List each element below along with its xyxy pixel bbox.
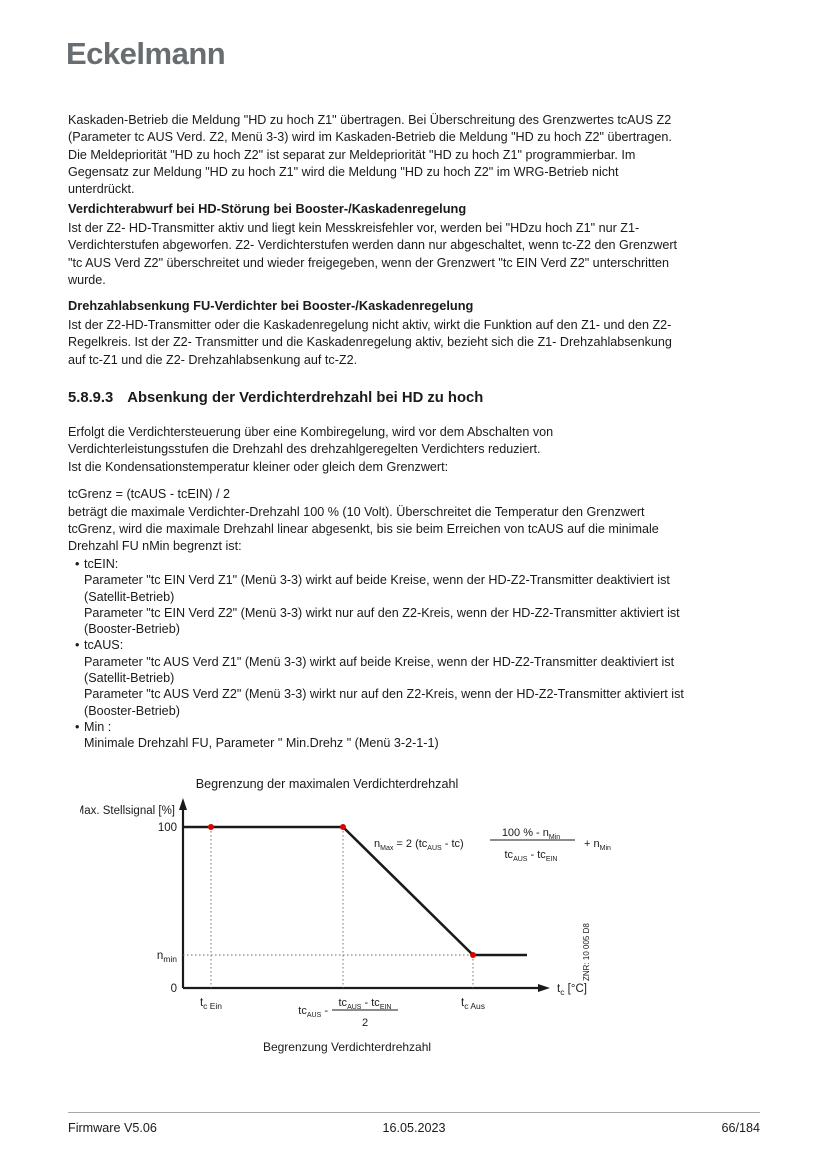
bullet-icon: • — [75, 638, 80, 653]
footer-date: 16.05.2023 — [382, 1121, 446, 1135]
x-axis-arrow-icon — [538, 984, 550, 992]
x-tick-tc-ein: $t_{c Ein}$ — [199, 997, 223, 1011]
speed-limit-diagram — [80, 768, 625, 1073]
diagram-title: Begrenzung der maximalen Verdichterdrehzahl — [195, 777, 459, 791]
text-line: Regelkreis. Ist der Z2- Transmitter und die Kaskadenregelung aktiv, bezieht sich die Z1- Drehzahlabsenkung — [68, 335, 672, 350]
text-line: Verdichterstufen abgeworfen. Z2- Verdichterstufen werden dann nur abgeschaltet, wenn tc-Z2 den Grenzwert — [68, 238, 678, 253]
y-tick-nmin: $n_{min}$ — [156, 950, 177, 964]
text-line: (Parameter tc AUS Verd. Z2, Menü 3-3) wird im Kaskaden-Betrieb die Meldung "HD zu hoch Z2" übertragen. — [68, 130, 672, 145]
text-line: (Satellit-Betrieb) — [84, 589, 175, 604]
marker-tcgrenz — [340, 824, 346, 830]
paragraph-kaskaden — [68, 112, 762, 198]
paragraph-kombiregelung — [68, 424, 762, 476]
bullet-icon: • — [75, 557, 80, 571]
znr-note: ZNR: 10 005 D8 — [582, 923, 591, 981]
marker-tc-aus — [470, 952, 476, 958]
footer-page-number: 66/184 — [721, 1121, 760, 1135]
bullet-label: tcEIN: — [84, 557, 119, 571]
parameter-bullet-list — [68, 556, 762, 752]
bullet-item-tcein — [68, 556, 762, 572]
text-line: Die Meldepriorität "HD zu hoch Z2" ist separat zur Meldepriorität "HD zu hoch Z1" programmierbar. Im — [68, 147, 636, 162]
text-line: Parameter "tc EIN Verd Z2" (Menü 3-3) wirkt nur auf den Z2-Kreis, wenn der HD-Z2-Transmitter aktiviert ist — [84, 605, 680, 620]
text-line: Drehzahl FU nMin begrenzt ist: — [68, 539, 242, 553]
y-tick-zero: 0 — [170, 983, 177, 995]
paragraph-grenzwert — [68, 504, 762, 555]
text-line: tcGrenz, wird die maximale Drehzahl linear abgesenkt, bis sie beim Erreichen von tcAUS auf die minimale — [68, 522, 659, 536]
diagram-caption: Begrenzung Verdichterdrehzahl — [262, 1040, 432, 1054]
y-tick-100: 100 — [157, 822, 177, 834]
marker-tc-ein — [208, 824, 214, 830]
text-line: Kaskaden-Betrieb die Meldung "HD zu hoch Z1" übertragen. Bei Überschreitung des Grenzwertes tcAUS Z2 — [68, 113, 672, 127]
text-line: (Booster-Betrieb) — [84, 703, 180, 718]
text-line: auf tc-Z1 und die Z2- Drehzahlabsenkung auf tc-Z2. — [68, 352, 358, 367]
footer-firmware-version: Firmware V5.06 — [68, 1121, 157, 1135]
nmax-formula-plus-term: + $n_{Min}$ — [584, 838, 611, 852]
nmax-formula-numerator: 100 % - $n_{Min}$ — [501, 827, 561, 841]
section-title: Absenkung der Verdichterdrehzahl bei HD zu hoch — [127, 390, 484, 406]
footer-divider — [68, 1112, 760, 1113]
eckelmann-logo: Eckelmann — [66, 36, 226, 71]
text-line: "tc AUS Verd Z2" überschreitet und wieder freigegeben, wenn der Grenzwert "tc EIN Verd Z2" unterschritten — [68, 255, 669, 270]
x-axis-label: $t_c$ [°C] — [557, 983, 587, 997]
x-tick-tc-aus: $t_{c Aus}$ — [461, 997, 485, 1011]
tcgrenz-label-denominator: 2 — [361, 1017, 369, 1029]
y-axis-label: Max. Stellsignal [%] — [80, 805, 175, 817]
text-line: Gegensatz zur Meldung "HD zu hoch Z1" wird die Meldung "HD zu hoch Z2" im WRG-Betrieb nicht — [68, 164, 619, 179]
tcgrenz-label-prefix: $tc_{AUS}$ - — [298, 1005, 328, 1019]
nmax-formula-denominator: $tc_{AUS} - tc_{EIN}$ — [504, 849, 558, 863]
bullet-label: tcAUS: — [84, 638, 124, 653]
text-line: Ist der Z2-HD-Transmitter oder die Kaskadenregelung nicht aktiv, wirkt die Funktion auf den Z1- und den Z2- — [68, 318, 672, 332]
speed-limit-curve — [183, 827, 527, 955]
bullet-icon: • — [75, 719, 80, 734]
text-line: Parameter "tc EIN Verd Z1" (Menü 3-3) wirkt auf beide Kreise, wenn der HD-Z2-Transmitter deaktiviert ist — [84, 573, 670, 588]
heading-drehzahlabsenkung: Drehzahlabsenkung FU-Verdichter bei Booster-/Kaskadenregelung — [68, 298, 474, 313]
text-line: Verdichterleistungsstufen die Drehzahl des drehzahlgeregelten Verdichters reduziert. — [68, 442, 541, 457]
text-line: Minimale Drehzahl FU, Parameter " Min.Drehz " (Menü 3-2-1-1) — [84, 736, 439, 751]
text-line: Parameter "tc AUS Verd Z2" (Menü 3-3) wirkt nur auf den Z2-Kreis, wenn der HD-Z2-Transmitter aktiviert ist — [84, 687, 684, 702]
text-line: (Booster-Betrieb) — [84, 622, 180, 637]
paragraph-abwurf — [68, 220, 762, 289]
text-line: wurde. — [68, 272, 106, 287]
tcgrenz-formula: tcGrenz = (tcAUS - tcEIN) / 2 — [68, 487, 231, 501]
nmax-formula-left: $n_{Max} = 2$ $(tc_{AUS} - tc)$ — [374, 838, 464, 852]
bullet-item-tcaus — [68, 637, 762, 653]
heading-verdichterabwurf: Verdichterabwurf bei HD-Störung bei Booster-/Kaskadenregelung — [68, 201, 467, 216]
y-axis-arrow-icon — [179, 798, 187, 810]
text-line: Ist die Kondensationstemperatur kleiner oder gleich dem Grenzwert: — [68, 459, 449, 474]
bullet-label: Min : — [84, 719, 112, 734]
text-line: Ist der Z2- HD-Transmitter aktiv und liegt kein Messkreisfehler vor, werden bei "HDzu hoch Z1" nur Z1- — [68, 221, 640, 235]
text-line: Parameter "tc AUS Verd Z1" (Menü 3-3) wirkt auf beide Kreise, wenn der HD-Z2-Transmitter deaktiviert ist — [84, 654, 675, 669]
text-line: (Satellit-Betrieb) — [84, 671, 175, 686]
paragraph-drehzahl — [68, 317, 762, 369]
section-heading — [68, 390, 762, 406]
tcgrenz-label-numerator: $tc_{AUS} - tc_{EIN}$ — [338, 997, 392, 1011]
text-line: Erfolgt die Verdichtersteuerung über eine Kombiregelung, wird vor dem Abschalten von — [68, 425, 554, 439]
text-line: unterdrückt. — [68, 182, 135, 197]
text-line: beträgt die maximale Verdichter-Drehzahl 100 % (10 Volt). Überschreitet die Temperatur den Grenzwert — [68, 505, 645, 519]
bullet-item-min — [68, 719, 762, 735]
section-number: 5.8.9.3 — [68, 390, 114, 406]
